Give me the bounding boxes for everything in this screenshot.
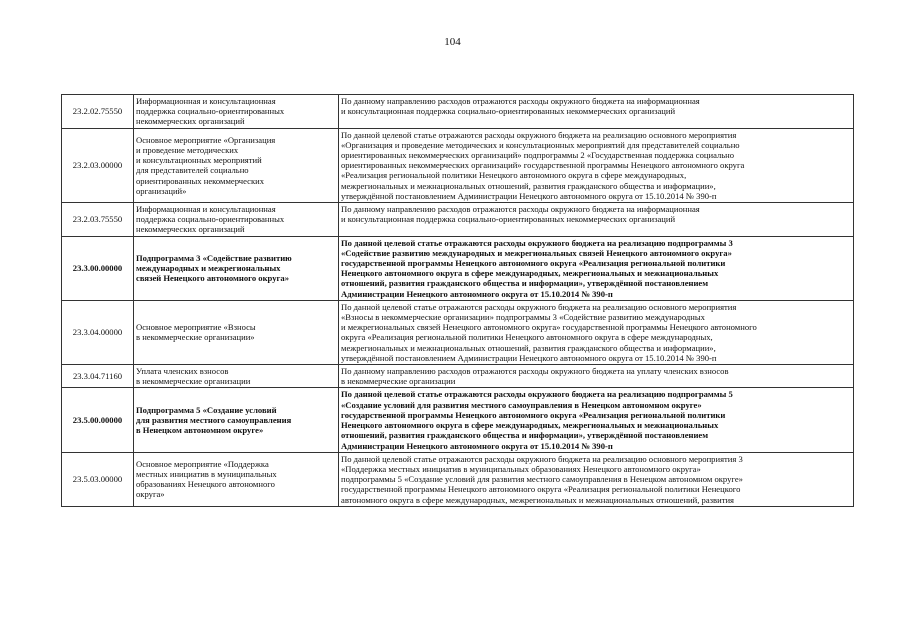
- article-name-line: связей Ненецкого автономного округа»: [136, 273, 289, 284]
- page-number: 104: [444, 36, 461, 48]
- table-row: [62, 300, 854, 364]
- article-description-cell: [339, 95, 854, 129]
- article-description-line: межрегиональных и межнациональных отношений, развития гражданского общества и информации»,: [341, 180, 716, 191]
- article-description-line: «Организация и проведение методических и консультационных мероприятий для представителей социально: [341, 139, 740, 150]
- article-description-line: По данной целевой статье отражаются расходы окружного бюджета на реализацию подпрограммы 3: [341, 237, 733, 248]
- article-description-cell: [339, 300, 854, 364]
- article-description-line: отношений, развития гражданского общества и информации», утверждённой постановлением: [341, 278, 709, 289]
- article-name-cell: [134, 300, 339, 364]
- article-description-line: Администрации Ненецкого автономного округа от 15.10.2014 № 390-п: [341, 288, 613, 299]
- article-description-line: По данному направлению расходов отражаются расходы окружного бюджета на уплату членских взносов: [341, 366, 729, 377]
- article-description-line: Ненецкого автономного округа в сфере международных, межрегиональных и межнациональных: [341, 420, 719, 431]
- article-name-line: округа»: [136, 489, 165, 500]
- article-name-cell: [134, 203, 339, 237]
- article-description-line: Администрации Ненецкого автономного округа от 15.10.2014 № 390-п: [341, 440, 613, 451]
- article-description-line: автономного округа в сфере международных, межрегиональных и межнациональных отношений, развития: [341, 494, 735, 505]
- article-name-line: и проведение методических: [136, 144, 239, 155]
- article-name-cell: [134, 236, 339, 300]
- article-description-line: По данному направлению расходов отражаются расходы окружного бюджета на информационная: [341, 96, 700, 106]
- article-name-line: Подпрограмма 3 «Содействие развитию: [136, 252, 292, 263]
- article-description-line: По данной целевой статье отражаются расходы окружного бюджета на реализацию подпрограммы 5: [341, 389, 733, 400]
- article-name-cell: [134, 388, 339, 452]
- article-description-line: Ненецкого автономного округа в сфере международных, межрегиональных и межнациональных: [341, 268, 719, 279]
- article-description-cell: [339, 388, 854, 452]
- article-description-line: государственной программы Ненецкого автономного округа «Реализация региональной политики: [341, 409, 726, 420]
- article-name-line: Основное мероприятие «Поддержка: [136, 458, 269, 469]
- article-name-cell: [134, 452, 339, 506]
- target-article-code: 23.5.03.00000: [62, 452, 134, 506]
- budget-classification-table: [61, 94, 854, 507]
- article-name-line: Основное мероприятие «Взносы: [136, 322, 256, 333]
- table-row: [62, 203, 854, 237]
- article-name-line: ориентированных некоммерческих: [136, 175, 265, 186]
- article-description-line: утверждённой постановлением Администрации Ненецкого автономного округа от 15.10.2014 № 390-п: [341, 352, 717, 363]
- article-name-line: поддержка социально-ориентированных: [136, 214, 285, 225]
- article-description-line: в некоммерческие организации: [341, 376, 456, 387]
- article-name-cell: [134, 365, 339, 388]
- article-description-line: По данной целевой статье отражаются расходы окружного бюджета на реализацию основного мероприятия 3: [341, 453, 743, 464]
- article-description-line: ориентированных некоммерческих организаций» подпрограммы 2 «Государственная поддержка социально: [341, 150, 735, 161]
- article-name-line: организаций»: [136, 185, 187, 196]
- target-article-code: 23.2.02.75550: [62, 95, 134, 129]
- target-article-code: 23.2.03.75550: [62, 203, 134, 237]
- article-description-cell: [339, 365, 854, 388]
- article-name-line: Уплата членских взносов: [136, 366, 229, 377]
- article-description-line: и консультационная поддержка социально-ориентированных некоммерческих организаций: [341, 214, 676, 225]
- article-name-cell: [134, 128, 339, 202]
- article-name-line: образованиях Ненецкого автономного: [136, 479, 275, 490]
- article-name-line: и консультационных мероприятий: [136, 155, 262, 166]
- article-name-line: в некоммерческие организации»: [136, 332, 255, 343]
- article-description-line: утверждённой постановлением Администрации Ненецкого автономного округа от 15.10.2014 № 390-п: [341, 190, 717, 201]
- article-description-cell: [339, 128, 854, 202]
- article-description-cell: [339, 236, 854, 300]
- article-name-line: некоммерческих организаций: [136, 116, 245, 127]
- table-row: [62, 95, 854, 129]
- article-name-cell: [134, 95, 339, 129]
- article-description-line: «Реализация региональной политики Ненецкого автономного округа в сфере международных,: [341, 170, 687, 181]
- article-description-line: отношений, развития гражданского общества и информации», утверждённой постановлением: [341, 430, 709, 441]
- article-description-line: По данной целевой статье отражаются расходы окружного бюджета на реализацию основного мероприятия: [341, 129, 737, 140]
- target-article-code: 23.3.04.00000: [62, 300, 134, 364]
- article-description-cell: [339, 452, 854, 506]
- article-description-line: подпрограммы 5 «Создание условий для развития местного самоуправления в Ненецком автономном округе»: [341, 474, 743, 485]
- table-row: [62, 128, 854, 202]
- article-name-line: Информационная и консультационная: [136, 204, 276, 215]
- article-description-cell: [339, 203, 854, 237]
- target-article-code: 23.5.00.00000: [62, 388, 134, 452]
- article-name-line: местных инициатив в муниципальных: [136, 469, 277, 479]
- table-body: [62, 95, 854, 507]
- table-row: [62, 365, 854, 388]
- article-description-line: государственной программы Ненецкого автономного округа «Реализация региональной политики Ненецкого: [341, 484, 741, 495]
- article-name-line: в Ненецком автономном округе»: [136, 425, 264, 436]
- article-description-line: государственной программы Ненецкого автономного округа «Реализация региональной политики: [341, 258, 726, 269]
- article-name-line: для представителей социально: [136, 165, 249, 176]
- article-name-line: Информационная и консультационная: [136, 96, 276, 106]
- article-name-line: Основное мероприятие «Организация: [136, 134, 276, 145]
- target-article-code: 23.2.03.00000: [62, 128, 134, 202]
- article-description-line: межрегиональных и межнациональных отношений, развития гражданского общества и информации»,: [341, 342, 716, 353]
- target-article-code: 23.3.04.71160: [62, 365, 134, 388]
- article-description-line: По данному направлению расходов отражаются расходы окружного бюджета на информационная: [341, 204, 700, 215]
- article-description-line: и консультационная поддержка социально-ориентированных некоммерческих организаций: [341, 106, 676, 117]
- table-row: [62, 452, 854, 506]
- table-row: [62, 388, 854, 452]
- article-description-line: округа «Реализация региональной политики Ненецкого автономного округа в сфере международных,: [341, 332, 713, 343]
- target-article-code: 23.3.00.00000: [62, 236, 134, 300]
- article-name-line: поддержка социально-ориентированных: [136, 106, 285, 117]
- article-description-line: По данной целевой статье отражаются расходы окружного бюджета на реализацию основного мероприятия: [341, 301, 737, 312]
- article-description-line: «Поддержка местных инициатив в муниципальных образованиях Ненецкого автономного округа»: [341, 463, 701, 474]
- article-description-line: «Создание условий для развития местного самоуправления в Ненецком автономном округе»: [341, 399, 702, 410]
- article-name-line: международных и межрегиональных: [136, 263, 281, 274]
- article-description-line: и межрегиональных связей Ненецкого автономного округа» государственной программы Ненецкого автономного: [341, 322, 757, 333]
- article-name-line: Подпрограмма 5 «Создание условий: [136, 404, 277, 415]
- article-name-line: некоммерческих организаций: [136, 224, 245, 235]
- article-name-line: для развития местного самоуправления: [136, 414, 292, 425]
- article-name-line: в некоммерческие организации: [136, 376, 251, 387]
- table-row: [62, 236, 854, 300]
- article-description-line: «Содействие развитию международных и межрегиональных связей Ненецкого автономного округа»: [341, 247, 732, 258]
- article-description-line: «Взносы в некоммерческие организации» подпрограммы 3 «Содействие развитию международных: [341, 312, 705, 323]
- article-description-line: ориентированных некоммерческих организаций» государственной программы Ненецкого автономного округа: [341, 160, 745, 171]
